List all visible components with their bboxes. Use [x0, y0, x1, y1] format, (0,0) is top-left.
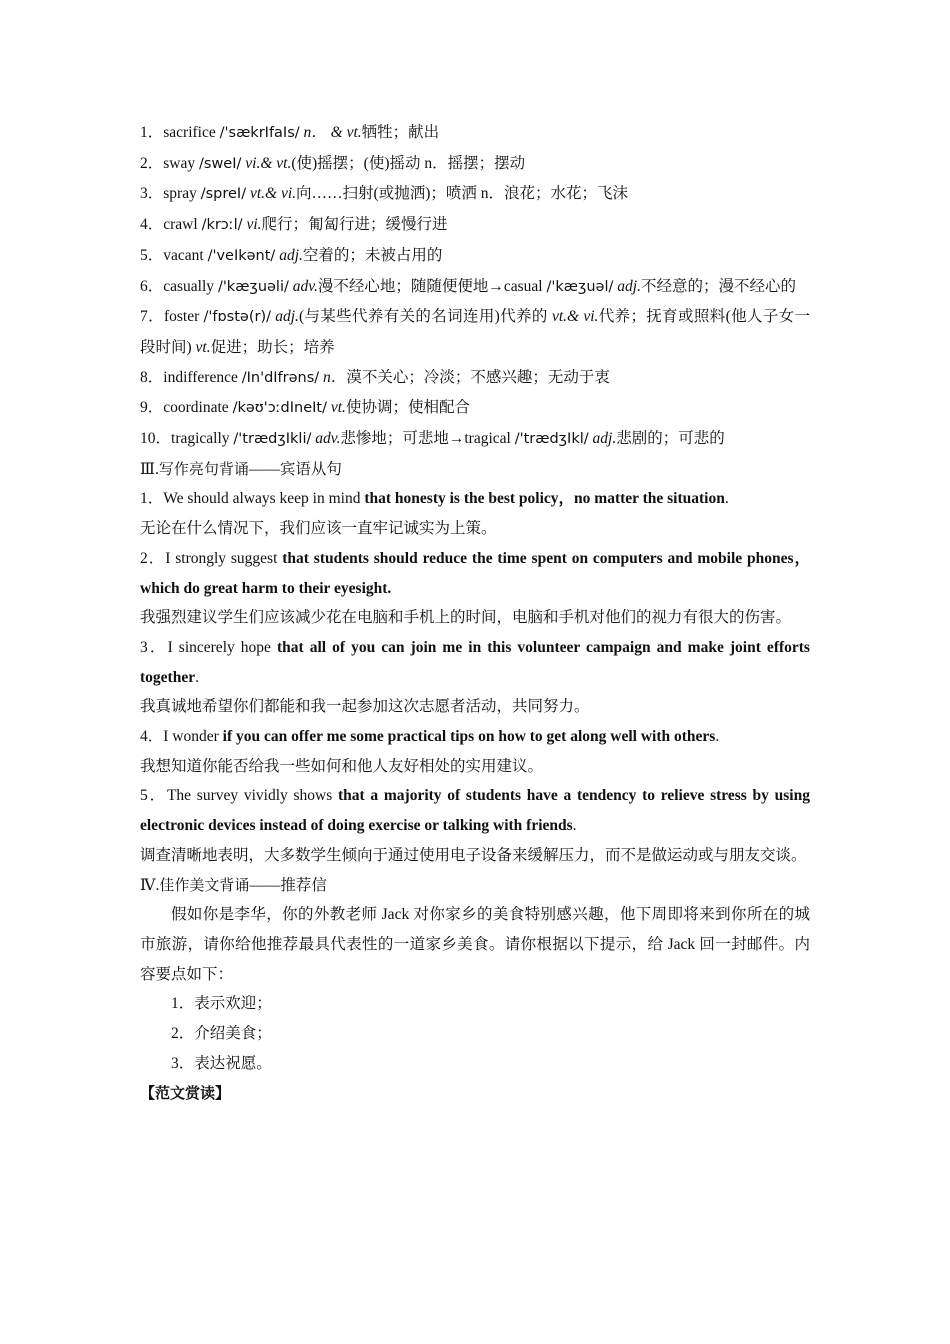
model-essay-heading: 【范文赏读】 [140, 1083, 231, 1102]
vocab-item-3: 3．spray /spreI/ vt.& vi.向……扫射(或抛洒)；喷洒 n．浪花；水花；飞沫 [140, 185, 628, 203]
section-4-heading: Ⅳ.佳作美文背诵——推荐信 [140, 875, 327, 894]
document-page [140, 118, 810, 1108]
writing-prompt: 假如你是李华，你的外教老师 Jack 对你家乡的美食特别感兴趣，他下周即将来到你所在的城市旅游，请你给他推荐最具代表性的一道家乡美食。请你根据以下提示，给 Jack 回一封邮件。内容要点如下： [140, 906, 810, 983]
vocab-item-10: 10．tragically /'trædʒIkli/ adv.悲惨地；可悲地→tragical /'trædʒIkl/ adj.悲剧的；可悲的 [140, 430, 725, 448]
vocab-item-4: 4．crawl /krɔːl/ vi.爬行；匍匐行进；缓慢行进 [140, 216, 448, 234]
sentence-1-cn: 无论在什么情况下，我们应该一直牢记诚实为上策。 [140, 520, 497, 538]
sentence-1-en: 1．We should always keep in mind that honesty is the best policy，no matter the situation. [140, 490, 729, 508]
sentence-5-cn: 调查清晰地表明，大多数学生倾向于通过使用电子设备来缓解压力，而不是做运动或与朋友交谈。 [140, 846, 807, 864]
vocab-item-5: 5．vacant /'veIkənt/ adj.空着的；未被占用的 [140, 246, 443, 264]
sentence-3-en: 3．I sincerely hope that all of you can join me in this volunteer campaign and make joint efforts together. [140, 638, 810, 686]
vocab-item-1: 1．sacrifice /'sækrIfaIs/ n． & vt.牺牲；献出 [140, 124, 440, 141]
prompt-point-3: 3．表达祝愿。 [171, 1054, 272, 1072]
sentence-2-cn: 我强烈建议学生们应该减少花在电脑和手机上的时间，电脑和手机对他们的视力有很大的伤害。 [140, 609, 792, 627]
vocab-item-6: 6．casually /'kæʒuəli/ adv.漫不经心地；随随便便地→casual /'kæʒuəl/ adj.不经意的；漫不经心的 [140, 277, 796, 295]
prompt-point-1: 1．表示欢迎； [171, 995, 272, 1013]
section-3-heading: Ⅲ.写作亮句背诵——宾语从句 [140, 459, 342, 478]
sentence-4-en: 4．I wonder if you can offer me some practical tips on how to get along well with others. [140, 728, 720, 746]
vocab-item-8: 8．indifference /In'dIfrəns/ n．漠不关心；冷淡；不感兴趣；无动于衷 [140, 368, 610, 386]
sentence-2-en: 2．I strongly suggest that students should reduce the time spent on computers and mobile phones，which do great harm to their eyesight. [140, 549, 810, 597]
vocab-item-2: 2．sway /sweI/ vi.& vt.(使)摇摆；(使)摇动 n．摇摆；摆动 [140, 154, 526, 172]
vocab-item-9: 9．coordinate /kəʊ'ɔːdIneIt/ vt.使协调；使相配合 [140, 399, 470, 417]
prompt-point-2: 2．介绍美食； [171, 1025, 272, 1043]
sentence-4-cn: 我想知道你能否给我一些如何和他人友好相处的实用建议。 [140, 757, 544, 775]
sentence-5-en: 5．The survey vividly shows that a majority of students have a tendency to relieve stress by using electronic devices instead of doing exercise or talking with friends. [140, 787, 810, 835]
sentence-3-cn: 我真诚地希望你们都能和我一起参加这次志愿者活动，共同努力。 [140, 698, 590, 716]
vocab-item-7: 7．foster /'fɒstə(r)/ adj.(与某些代养有关的名词连用)代养的 vt.& vi.代养；抚育或照料(他人子女一段时间) vt.促进；助长；培养 [140, 308, 810, 356]
